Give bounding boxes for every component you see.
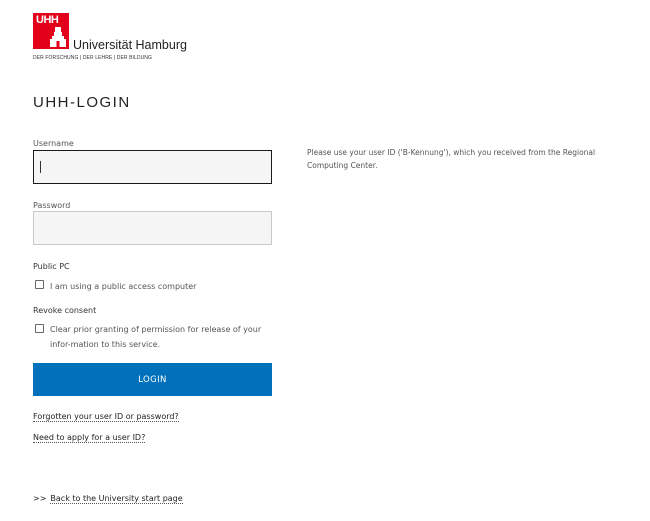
- password-input[interactable]: [33, 211, 272, 245]
- back-to-start-text[interactable]: Back to the University start page: [50, 494, 183, 503]
- username-input[interactable]: [33, 150, 272, 184]
- page-title: UHH-LOGIN: [33, 94, 131, 111]
- forgot-credentials-link[interactable]: Forgotten your user ID or password?: [33, 412, 179, 421]
- double-arrow-icon: >>: [33, 494, 47, 503]
- back-to-start-link[interactable]: [33, 494, 183, 503]
- public-pc-checkbox-label[interactable]: I am using a public access computer: [50, 282, 197, 291]
- revoke-consent-checkbox-label[interactable]: Clear prior granting of permission for release of your infor-mation to this service.: [50, 325, 262, 349]
- public-pc-checkbox[interactable]: [35, 280, 44, 289]
- user-id-info-text: Please use your user ID ('B-Kennung'), which you received from the Regional Computing Center.: [307, 148, 596, 170]
- revoke-consent-heading: Revoke consent: [33, 306, 97, 315]
- text-caret: [40, 161, 41, 173]
- username-label: Username: [33, 139, 74, 148]
- revoke-consent-checkbox[interactable]: [35, 324, 44, 333]
- apply-user-id-link[interactable]: Need to apply for a user ID?: [33, 433, 146, 442]
- password-label: Password: [33, 201, 71, 210]
- logo-text: UHH: [36, 14, 59, 26]
- university-motto: DER FORSCHUNG | DER LEHRE | DER BILDUNG: [33, 55, 153, 61]
- castle-icon: [50, 27, 66, 47]
- public-pc-heading: Public PC: [33, 262, 70, 271]
- university-logo[interactable]: [33, 13, 69, 49]
- login-button[interactable]: LOGIN: [33, 363, 272, 396]
- university-name[interactable]: Universität Hamburg: [73, 38, 187, 52]
